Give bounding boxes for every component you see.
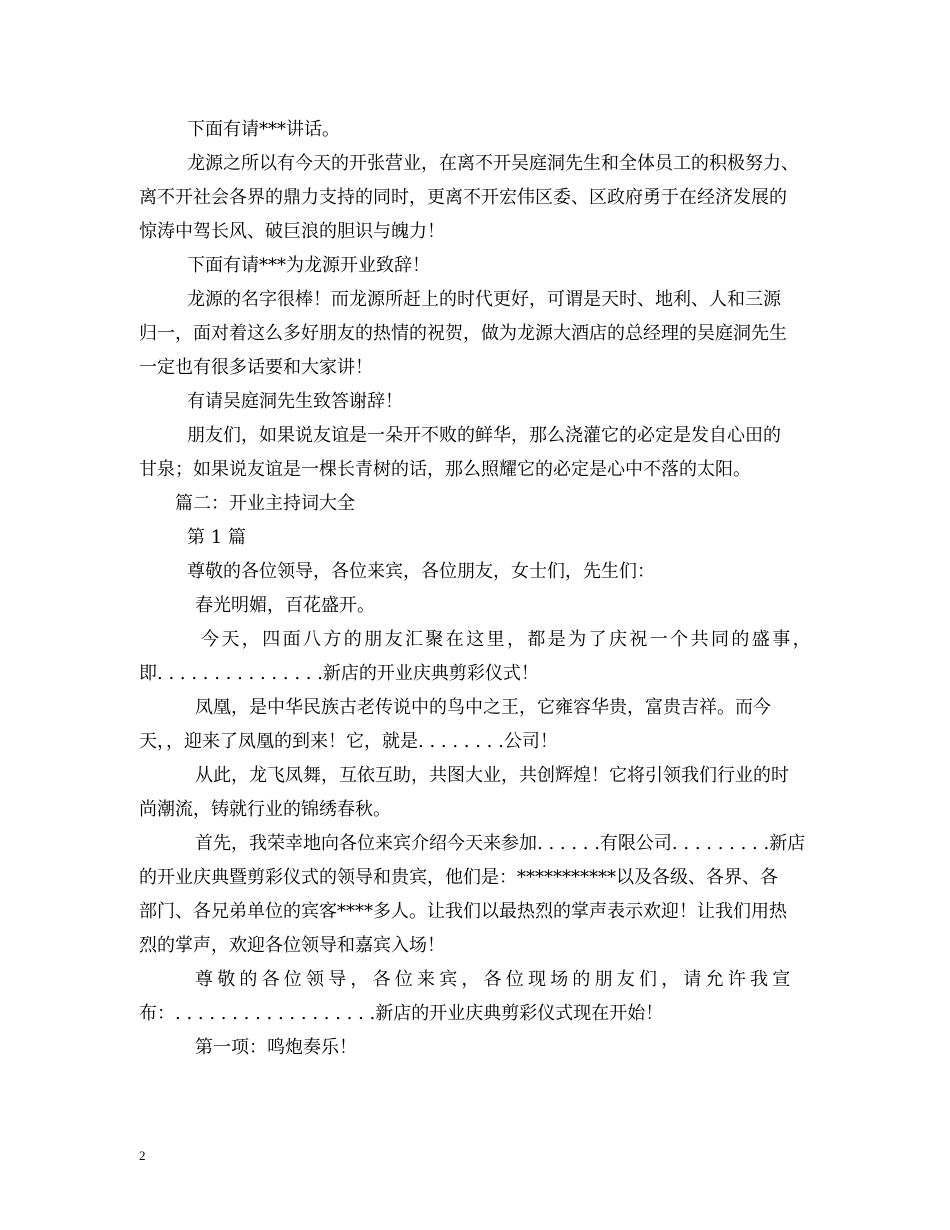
paragraph-line: 尊敬的各位领导，各位来宾，各位现场的朋友们，请允许我宣	[195, 969, 795, 990]
paragraph-line: 部门、各兄弟单位的宾客****多人。让我们以最热烈的掌声表示欢迎！让我们用热	[139, 901, 787, 922]
paragraph-line: 下面有请***为龙源开业致辞！	[187, 255, 430, 276]
paragraph-line: 龙源之所以有今天的开张营业，在离不开吴庭洞先生和全体员工的积极努力、	[187, 153, 799, 174]
paragraph-line: 归一，面对着这么多好朋友的热情的祝贺，做为龙源大酒店的总经理的吴庭洞先生	[139, 323, 787, 344]
paragraph-line: 从此，龙飞凤舞，互依互助，共图大业，共创辉煌！它将引领我们行业的时	[195, 765, 789, 786]
paragraph-line: 今天，四面八方的朋友汇聚在这里，都是为了庆祝一个共同的盛事，	[201, 629, 813, 650]
paragraph-line: 的开业庆典暨剪彩仪式的领导和贵宾，他们是：***********以及各级、各界、各	[139, 867, 778, 888]
paragraph-line: 春光明媚，百花盛开。	[195, 595, 375, 616]
paragraph-line: 凤凰，是中华民族古老传说中的鸟中之王，它雍容华贵，富贵吉祥。而今	[195, 697, 771, 718]
paragraph-line: 尊敬的各位领导，各位来宾，各位朋友，女士们，先生们：	[187, 561, 655, 582]
page-number: 2	[139, 1148, 146, 1163]
paragraph-line: 惊涛中驾长风、破巨浪的胆识与魄力！	[139, 221, 445, 242]
paragraph-line: 即. . . . . . . . . . . . . . .新店的开业庆典剪彩仪式！	[139, 663, 539, 684]
paragraph-line: 朋友们，如果说友谊是一朵开不败的鲜华，那么浇灌它的必定是发自心田的	[187, 425, 781, 446]
paragraph-line: 龙源的名字很棒！而龙源所赶上的时代更好，可谓是天时、地利、人和三源	[187, 289, 781, 310]
paragraph-line: 离不开社会各界的鼎力支持的同时，更离不开宏伟区委、区政府勇于在经济发展的	[139, 187, 787, 208]
paragraph-line: 首先，我荣幸地向各位来宾介绍今天来参加. . . . . .有限公司. . . . . . . . .新店	[195, 833, 806, 854]
paragraph-line: 甘泉；如果说友谊是一棵长青树的话，那么照耀它的必定是心中不落的太阳。	[139, 459, 751, 480]
paragraph-line: 第一项：鸣炮奏乐！	[195, 1037, 357, 1058]
paragraph-line: 布：. . . . . . . . . . . . . . . . . .新店的开业庆典剪彩仪式现在开始！	[139, 1003, 664, 1024]
paragraph-line: 下面有请***讲话。	[187, 119, 340, 140]
chapter-label: 第 1 篇	[187, 527, 246, 548]
paragraph-line: 尚潮流，铸就行业的锦绣春秋。	[139, 799, 391, 820]
paragraph-line: 烈的掌声，欢迎各位领导和嘉宾入场！	[139, 935, 445, 956]
paragraph-line: 一定也有很多话要和大家讲！	[139, 357, 373, 378]
paragraph-line: 有请吴庭洞先生致答谢辞！	[187, 391, 403, 412]
paragraph-line: 天，，迎来了凤凰的到来！它，就是. . . . . . . .公司！	[139, 731, 558, 752]
section-heading: 篇二：开业主持词大全	[175, 493, 355, 514]
